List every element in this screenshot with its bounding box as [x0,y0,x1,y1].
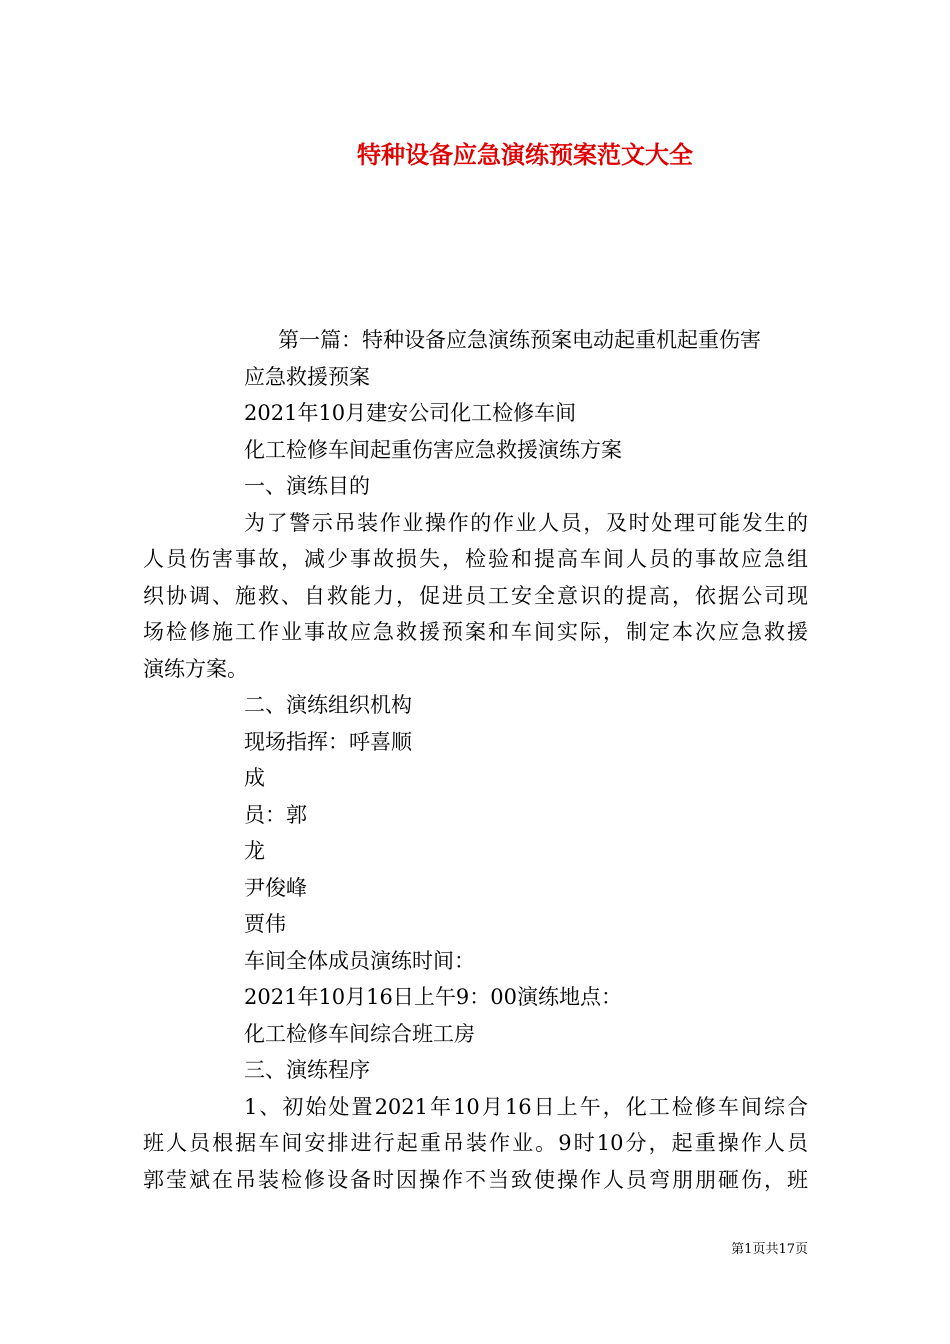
text-line: 龙 [244,839,265,863]
section-heading: 一、演练目的 [244,474,370,498]
text-line: 员：郭 [244,802,307,827]
paragraph-line: 1、初始处置2021年10月16日上午，化工检修车间综合 [244,1094,808,1119]
paragraph-line: 织协调、施救、自救能力，促进员工安全意识的提高，依据公司现 [143,583,808,608]
paragraph-line: 班人员根据车间安排进行起重吊装作业。9时10分，起重操作人员 [143,1131,808,1155]
text-line: 车间全体成员演练时间： [244,948,475,973]
section-heading: 三、演练程序 [244,1058,370,1082]
text-line: 成 [244,766,265,790]
text-line: 2021年10月建安公司化工检修车间 [244,401,577,425]
text-line: 化工检修车间起重伤害应急救援演练方案 [244,437,622,462]
text-line: 尹俊峰 [244,875,307,900]
text-line: 2021年10月16日上午9：00演练地点： [244,985,622,1009]
text-line: 化工检修车间综合班工房 [244,1021,475,1046]
paragraph-line: 为了警示吊装作业操作的作业人员，及时处理可能发生的 [244,510,808,535]
paragraph-line: 郭莹斌在吊装检修设备时因操作不当致使操作人员弯朋朋砸伤，班 [143,1167,808,1192]
text-line: 应急救援预案 [244,364,370,389]
text-line: 第一篇：特种设备应急演练预案电动起重机起重伤害 [278,328,761,352]
document-title: 特种设备应急演练预案范文大全 [357,140,693,169]
text-line: 现场指挥：呼喜顺 [244,729,412,754]
paragraph-line: 场检修施工作业事故应急救援预案和车间实际，制定本次应急救援 [143,620,808,644]
text-line: 贾伟 [244,912,286,936]
paragraph-line: 人员伤害事故，减少事故损失，检验和提高车间人员的事故应急组 [143,547,808,571]
section-heading: 二、演练组织机构 [244,693,412,717]
page-footer: 第1页共17页 [731,1242,808,1257]
paragraph-line: 演练方案。 [143,656,248,681]
document-body [143,322,808,1198]
